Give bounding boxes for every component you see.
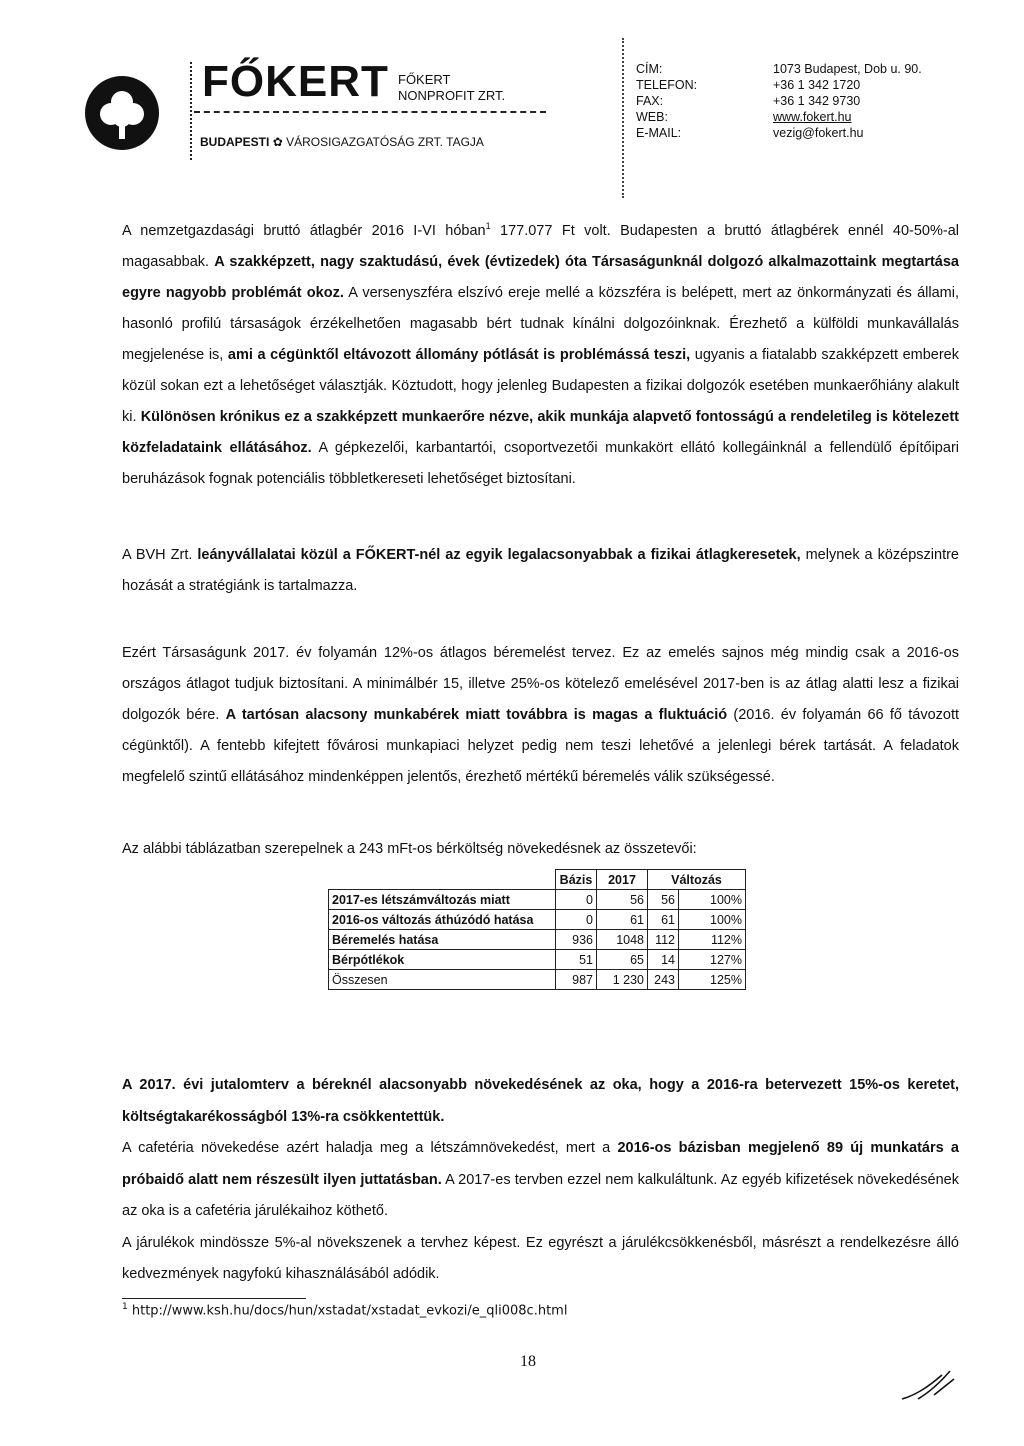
table-row (329, 910, 746, 930)
contact-phone (636, 77, 922, 93)
table-row (329, 930, 746, 950)
table-cell: 61 (597, 910, 648, 930)
table-cell: 0 (556, 910, 597, 930)
contact-label: WEB: (636, 110, 668, 124)
table-cell: 61 (648, 910, 679, 930)
text-run-bold: A szakképzett, nagy szaktudású, évek (évtizedek) óta Társaságunknál dolgozó alkalmazottaink megtartása egyre nagyobb problémát okoz. (122, 253, 959, 301)
header-divider-left (190, 62, 192, 160)
row-label: Összesen (329, 970, 556, 990)
column-header: Változás (648, 870, 746, 890)
text-run: A gépkezelői, karbantartói, csoportvezetői munkakört ellátó kollegáinknál a fellendülő építőipari beruházások fognak potenciális többletkereseti lehetőséget biztosítani. (122, 439, 959, 487)
text-run: 177.077 Ft volt. Budapesten a bruttó átlagbérek ennél 40-50%-al magasabbak. (122, 222, 959, 270)
text-run-bold: ami a cégünktől eltávozott állomány pótlását is problémássá teszi, (227, 346, 691, 363)
table-cell: 65 (597, 950, 648, 970)
brand-subtitle (398, 72, 505, 104)
paragraph-bonus-cafeteria (122, 1070, 959, 1291)
brand-name: FŐKERT (202, 57, 389, 106)
table-cell: 51 (556, 950, 597, 970)
footnote-ref: 1 (485, 221, 491, 231)
contact-value: +36 1 342 9730 (773, 94, 861, 108)
parent-company-line (200, 135, 484, 149)
row-label: 2016-os változás áthúzódó hatása (329, 910, 556, 930)
text-run-bold: A 2017. évi jutalomterv a béreknél alacsonyabb növekedésének az oka, hogy a 2016-ra betervezett 15%-os keretet, költségtakarékosságból 13%-ra csökkentettük. (122, 1077, 959, 1125)
contact-label: FAX: (636, 94, 664, 108)
bonus-sentence (122, 1070, 959, 1133)
table-row (329, 950, 746, 970)
wage-cost-table (328, 869, 746, 990)
header-dashed-rule (194, 111, 546, 113)
table-cell: 1048 (597, 930, 648, 950)
paragraph-raise-plan (122, 638, 959, 793)
table-cell: 112 (648, 930, 679, 950)
table-cell: 56 (648, 890, 679, 910)
text-run: (2016. év folyamán 66 fő távozott cégünktől). A fentebb kifejtett fővárosi munkapiaci helyzet pedig nem teszi lehetővé a jelenlegi bérek tartását. A feladatok megfelelő szintű ellátásához mindenképpen jelentős, érezhető mértékű béremelés válik szükségessé. (122, 707, 960, 785)
header-divider-right (622, 38, 624, 198)
handwritten-signature-icon (898, 1365, 958, 1405)
table-cell: 987 (556, 970, 597, 990)
row-label: Béremelés hatása (329, 930, 556, 950)
contact-email (636, 125, 922, 141)
text-run-bold: Különösen krónikus ez a szakképzett munkaerőre nézve, akik munkája alapvető fontosságú a rendeletileg is kötelezett közfeladataink ellátásához. (122, 408, 959, 456)
brand-subtitle-line1: FŐKERT (398, 72, 451, 87)
contact-label: TELEFON: (636, 78, 698, 92)
table-cell: 100% (679, 910, 746, 930)
row-label: 2017-es létszámváltozás miatt (329, 890, 556, 910)
contact-address (636, 61, 922, 77)
text-run: ugyanis a fiatalabb szakképzett emberek közül sokan ezt a lehetőséget választják. Köztudott, hogy jelenleg Budapesten a fizikai dolgozók esetében munkaerőhiány alakult ki. (122, 346, 960, 425)
paragraph-wages (122, 211, 959, 495)
fokert-tree-logo-icon (84, 75, 160, 151)
table-cell: 936 (556, 930, 597, 950)
text-run: Ezért Társaságunk 2017. év folyamán 12%-os átlagos béremelést tervez. Ez az emelés sajnos még mindig csak a 2016-os országos átlagot tudjuk biztosítani. A minimálbér 15, illetve 25%-os kötelező emelésével 2017-ben is az átlag alatti lesz a fizikai dolgozók bére. (122, 645, 959, 723)
cafeteria-sentence (122, 1133, 959, 1228)
paragraph-bvh (122, 540, 959, 602)
footnote-rule (122, 1298, 306, 1299)
parent-company-suffix: VÁROSIGAZGATÓSÁG ZRT. TAGJA (286, 135, 484, 149)
contact-value: 1073 Budapest, Dob u. 90. (773, 62, 922, 76)
contact-web (636, 109, 922, 125)
bvh-emblem-icon: ✿ (272, 135, 283, 149)
row-label: Bérpótlékok (329, 950, 556, 970)
brand-subtitle-line2: NONPROFIT ZRT. (398, 88, 506, 103)
footnote-url-link[interactable]: http://www.ksh.hu/docs/hun/xstadat/xstadat_evkozi/e_qli008c.html (127, 1303, 568, 1319)
table-cell: 100% (679, 890, 746, 910)
column-header: Bázis (556, 870, 597, 890)
contact-label: E-MAIL: (636, 126, 682, 140)
website-link[interactable]: www.fokert.hu (773, 110, 852, 124)
page-number: 18 (520, 1353, 536, 1370)
text-run: A nemzetgazdasági bruttó átlagbér 2016 I-VI hóban (122, 222, 486, 239)
table-cell: 14 (648, 950, 679, 970)
contact-value: +36 1 342 1720 (773, 78, 861, 92)
email-link[interactable]: vezig@fokert.hu (773, 126, 864, 140)
text-run-bold: leányvállalatai közül a FŐKERT-nél az egyik legalacsonyabbak a fizikai átlagkeresetek, (197, 547, 801, 563)
text-run: melynek a középszintre hozását a stratégiánk is tartalmazza. (122, 547, 959, 594)
table-cell: 56 (597, 890, 648, 910)
paragraph-table-intro: Az alábbi táblázatban szerepelnek a 243 mFt-os bérköltség növekedésnek az összetevői: (122, 841, 697, 857)
contact-label: CÍM: (636, 62, 663, 76)
text-run-bold: A tartósan alacsony munkabérek miatt továbbra is magas a fluktuáció (225, 707, 728, 723)
contact-block (636, 61, 922, 141)
table-row (329, 890, 746, 910)
contributions-sentence: A járulékok mindössze 5%-al növekszenek a tervhez képest. Ez egyrészt a járulékcsökkenésből, másrészt a rendelkezésre álló kedvezmények nagyfokú kihasználásából adódik. (122, 1234, 959, 1282)
footnote (122, 1302, 567, 1318)
text-run-bold: 2016-os bázisban megjelenő 89 új munkatárs a próbaidő alatt nem részesült ilyen juttatásban. (122, 1140, 959, 1188)
text-run: A 2017-es tervben ezzel nem kalkuláltunk. Az egyéb kifizetések növekedésének az oka is a cafetéria járulékaihoz köthető. (122, 1171, 959, 1219)
text-run: A cafetéria növekedése azért haladja meg a létszámnövekedést, mert a (122, 1140, 618, 1156)
parent-company-prefix: BUDAPESTI (200, 135, 270, 149)
table-corner-cell (329, 870, 556, 890)
table-cell: 127% (679, 950, 746, 970)
table-cell: 1 230 (597, 970, 648, 990)
table-cell: 0 (556, 890, 597, 910)
footnote-mark: 1 (122, 1302, 128, 1312)
text-run: A BVH Zrt. (122, 547, 198, 563)
table-cell: 112% (679, 930, 746, 950)
column-header: 2017 (597, 870, 648, 890)
table-cell: 125% (679, 970, 746, 990)
table-cell: 243 (648, 970, 679, 990)
table-total-row (329, 970, 746, 990)
table-header-row (329, 870, 746, 890)
text-run: A versenyszféra elszívó ereje mellé a közszféra is belépett, mert az önkormányzati és állami, hasonló profilú társaságok érzékelhetően magasabb bért tudnak kínálni dolgozóinknak. Érezhető a külföldi munkavállalás megjelenése is, (122, 284, 959, 363)
contact-fax (636, 93, 922, 109)
